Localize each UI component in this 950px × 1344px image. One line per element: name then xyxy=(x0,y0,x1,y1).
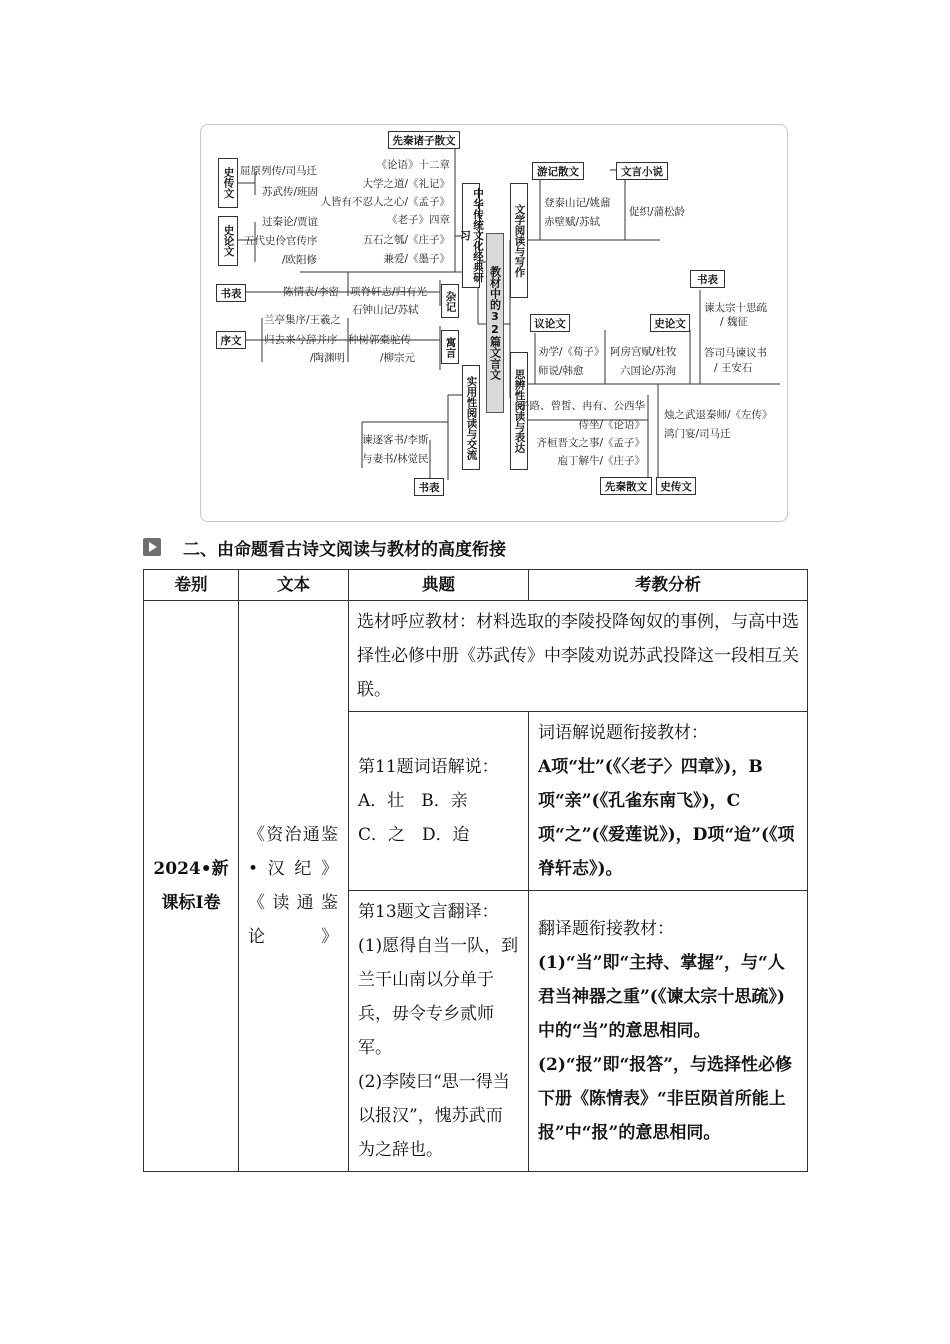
mm-text: 鸿门宴/司马迁 xyxy=(664,428,731,440)
mm-text: 登泰山记/姚鼐 xyxy=(544,197,611,209)
table-row xyxy=(144,601,808,712)
mm-text: 师说/韩愈 xyxy=(538,365,584,377)
q13-analysis-1: (1)“当”即“主持、掌握”，与“人君当神器之重”(《谏太宗十思疏》)中的“当”的意思相同。 xyxy=(538,953,785,1041)
mm-text: 答司马谏议书 xyxy=(704,347,767,359)
mm-text: / 魏征 xyxy=(720,316,748,328)
mm-text: 苏武传/班固 xyxy=(262,186,319,198)
mm-text: 齐桓晋文之事/《孟子》 xyxy=(536,437,645,449)
box-xuwen: 序文 xyxy=(216,331,246,349)
box-shubiao-left: 书表 xyxy=(216,284,246,302)
mm-text: 谏逐客书/李斯 xyxy=(362,434,429,446)
mm-text: 阿房宫赋/杜牧 xyxy=(610,346,677,358)
header-volume: 卷别 xyxy=(144,570,239,601)
q11-options-1: A．壮 B．亲 xyxy=(358,791,468,811)
mm-text: 陈情表/李密 xyxy=(283,286,340,298)
box-branch-sibian: 思辨性阅读与表达 xyxy=(510,352,528,470)
mm-text: /欧阳修 xyxy=(282,254,318,266)
mm-text: 赤壁赋/苏轼 xyxy=(544,216,601,228)
mm-text: 劝学/《荀子》 xyxy=(538,346,605,358)
mm-text: 五代史伶官传序 xyxy=(244,235,318,247)
box-xianqin-sanwen: 先秦散文 xyxy=(600,477,652,495)
header-question: 典题 xyxy=(349,570,529,601)
mm-text: 人皆有不忍人之心/《孟子》 xyxy=(320,196,450,208)
play-icon xyxy=(143,538,161,556)
cell-q11-analysis xyxy=(529,712,808,891)
mm-text: 兼爱/《墨子》 xyxy=(383,253,450,265)
cell-material-note: 选材呼应教材：材料选取的李陵投降匈奴的事例，与高中选择性必修中册《苏武传》中李陵劝说苏武投降这一段相互关联。 xyxy=(349,601,808,712)
q11-analysis-head: 词语解说题衔接教材： xyxy=(538,723,708,743)
cell-q11 xyxy=(349,712,529,891)
q13-sentence-2: (2)李陵曰“思一得当以报汉”，愧苏武而为之辞也。 xyxy=(358,1072,510,1160)
mm-text: 庖丁解牛/《庄子》 xyxy=(557,455,645,467)
mm-text: /柳宗元 xyxy=(380,352,416,364)
cell-volume: 2024•新课标Ⅰ卷 xyxy=(144,601,239,1172)
box-shubiao-right: 书表 xyxy=(690,270,725,288)
q13-analysis-2: (2)“报”即“报答”，与选择性必修下册《陈情表》“非臣陨首所能上报”中“报”的意思相同。 xyxy=(538,1055,793,1143)
box-yilunwen: 议论文 xyxy=(530,314,570,332)
cell-source-text: 《资治通鉴•汉纪》《读通鉴论》 xyxy=(239,601,349,1172)
mm-text: 子路、曾皙、冉有、公西华 xyxy=(519,400,645,412)
mm-text: 项脊轩志/归有光 xyxy=(350,286,428,298)
q13-analysis-head: 翻译题衔接教材： xyxy=(538,919,674,939)
mm-text: 《论语》十二章 xyxy=(376,159,450,171)
cell-q13 xyxy=(349,891,529,1172)
box-shilunwen-left: 史论文 xyxy=(218,216,238,266)
box-wenyan-xiaoshuo: 文言小说 xyxy=(616,162,668,180)
mm-text: 六国论/苏洵 xyxy=(620,365,677,377)
mm-text: / 王安石 xyxy=(714,362,753,374)
box-xianqin-zhuzi: 先秦诸子散文 xyxy=(388,131,460,149)
mm-text: 石钟山记/苏轼 xyxy=(352,304,419,316)
section-title: 二、由命题看古诗文阅读与教材的高度衔接 xyxy=(183,539,506,560)
mm-text: 屈原列传/司马迁 xyxy=(240,165,318,177)
table-header-row xyxy=(144,570,808,601)
box-shilunwen-right: 史论文 xyxy=(650,314,690,332)
q13-title: 第13题文言翻译： xyxy=(358,902,499,922)
mm-text: 谏太宗十思疏 xyxy=(704,302,767,314)
q11-analysis: A项“壮”(《〈老子〉四章》)，B项“亲”(《孔雀东南飞》)，C项“之”(《爱莲说》)，D项“迨”(《项脊轩志》)。 xyxy=(538,757,795,879)
mm-text: 《老子》四章 xyxy=(387,214,450,226)
header-analysis: 考教分析 xyxy=(529,570,808,601)
box-yuyan: 寓言 xyxy=(441,330,459,364)
mm-text: /陶渊明 xyxy=(310,352,346,364)
mm-text: 烛之武退秦师/《左传》 xyxy=(664,409,773,421)
cell-q13-analysis xyxy=(529,891,808,1172)
box-center-32: 教材中的32篇文言文 xyxy=(486,233,504,413)
q13-sentence-1: (1)愿得自当一队，到兰干山南以分单于兵，毋令专乡贰师军。 xyxy=(358,936,519,1058)
mm-text: 与妻书/林觉民 xyxy=(362,453,429,465)
mm-text: 过秦论/贾谊 xyxy=(262,216,319,228)
section-heading xyxy=(143,535,506,559)
box-shizhuanwen-right: 史传文 xyxy=(656,477,696,495)
mm-text: 大学之道/《礼记》 xyxy=(362,178,450,190)
box-shubiao-bottom: 书表 xyxy=(414,478,444,496)
mm-text: 五石之瓠/《庄子》 xyxy=(362,234,450,246)
box-branch-shiyong: 实用性阅读与交流 xyxy=(462,365,480,470)
mm-text: 促织/蒲松龄 xyxy=(629,206,686,218)
box-shizhuanwen-left: 史传文 xyxy=(218,158,238,208)
header-text: 文本 xyxy=(239,570,349,601)
mm-text: 归去来兮辞并序 xyxy=(264,334,338,346)
box-branch-chuantong: 中华传统文化经典研习 xyxy=(462,183,480,288)
textbook-mindmap xyxy=(0,0,950,530)
box-branch-wenxue: 文学阅读与写作 xyxy=(510,183,528,298)
q11-options-2: C．之 D．迨 xyxy=(358,825,470,845)
q11-title: 第11题词语解说： xyxy=(358,757,499,777)
analysis-table xyxy=(143,569,808,1172)
mm-text: 种树郭橐驼传 xyxy=(348,334,411,346)
box-youji: 游记散文 xyxy=(532,162,584,180)
mm-text: 兰亭集序/王羲之 xyxy=(264,314,342,326)
box-zaji: 杂记 xyxy=(441,284,459,318)
mm-text: 侍坐/《论语》 xyxy=(578,419,645,431)
